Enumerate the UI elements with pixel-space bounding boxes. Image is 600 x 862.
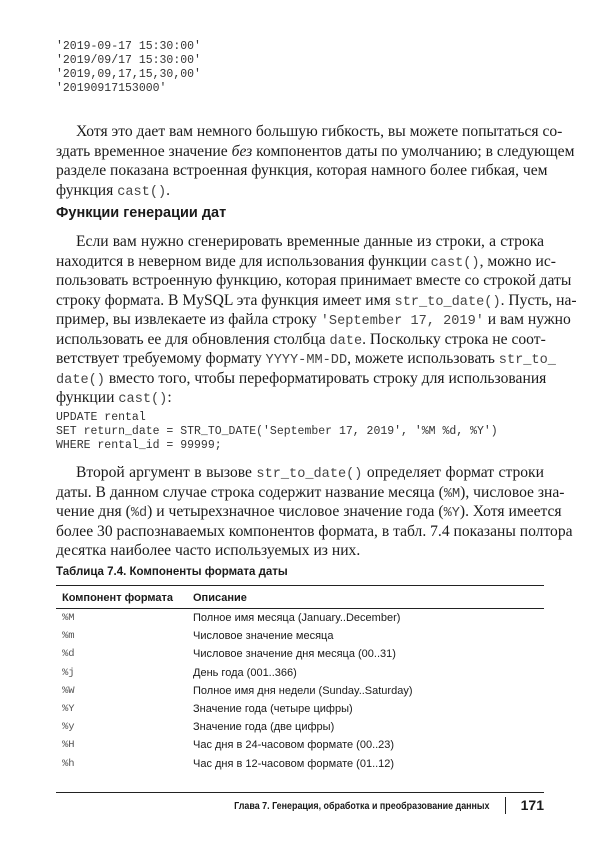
format-specifier: %M — [62, 612, 75, 625]
code-line: WHERE rental_id = 99999; — [56, 439, 222, 452]
format-description: Полное имя месяца (January..December) — [193, 612, 401, 625]
format-specifier: %W — [62, 684, 75, 697]
text-line — [56, 142, 575, 162]
code-line: '2019-09-17 15:30:00' — [56, 40, 201, 53]
table-caption: Таблица 7.4. Компоненты формата даты — [56, 566, 288, 578]
table-row — [56, 682, 544, 700]
text-run: . Поскольку строка не соот- — [362, 330, 546, 348]
column-header-description: Описание — [187, 586, 544, 609]
text-run: чение дня ( — [56, 503, 131, 520]
text-run: пример, вы извлекаете из файла строку — [56, 311, 321, 328]
text-run: даты. В данном случае строка содержит название месяца ( — [56, 483, 444, 501]
table-header-row — [56, 586, 544, 609]
text-line — [56, 310, 571, 330]
text-line — [56, 252, 556, 272]
format-specifier: %m — [62, 630, 75, 643]
format-specifier: %d — [62, 648, 75, 661]
text-line — [56, 369, 547, 389]
text-line — [56, 463, 544, 483]
text-run: , можете использовать — [347, 350, 499, 367]
page-number: 171 — [520, 797, 544, 813]
text-run: . Пусть, на- — [500, 291, 577, 309]
text-run: , можно ис- — [479, 252, 556, 270]
text-run: разделе показана встроенная функция, которая намного более гибкая, чем — [56, 162, 548, 179]
text-line — [56, 522, 573, 542]
text-run: использовать ее для обновления столбца — [56, 330, 330, 348]
inline-code: 'September 17, 2019' — [320, 314, 484, 329]
inline-code: date() — [56, 372, 105, 388]
section-heading: Функции генерации дат — [56, 205, 227, 221]
chapter-title: Глава 7. Генерация, обработка и преобразование данных — [234, 800, 490, 812]
text-run: здать временное значение — [56, 142, 232, 160]
inline-code: %d — [130, 506, 148, 521]
inline-code: cast() — [117, 184, 167, 200]
format-description: День года (001..366) — [193, 666, 297, 679]
table-row — [56, 627, 544, 645]
code-block-update — [56, 411, 544, 453]
format-description: Числовое значение дня месяца (00..31) — [193, 648, 396, 661]
paragraph-flexibility — [56, 122, 575, 200]
code-line: '2019/09/17 15:30:00' — [56, 54, 201, 67]
text-run: ветствует требуемому формату — [56, 350, 266, 367]
text-line — [56, 181, 544, 201]
format-description: Час дня в 24-часовом формате (00..23) — [193, 739, 395, 752]
inline-code: str_to_date() — [394, 294, 501, 310]
text-run: компонентов даты по умолчанию; в следующем — [252, 142, 575, 160]
inline-code: %Y — [443, 506, 460, 521]
text-run: Второй аргумент в вызове — [76, 464, 257, 481]
format-specifier: %y — [62, 721, 75, 734]
text-run: строку формата. В MySQL эта функция имеет имя — [56, 291, 395, 309]
text-line — [56, 271, 572, 291]
code-line: '20190917153000' — [56, 82, 167, 95]
format-specifier: %Y — [62, 703, 75, 716]
paragraph-format-components — [56, 463, 573, 561]
text-run: ), числовое зна- — [460, 483, 565, 501]
footer-rule — [56, 792, 544, 793]
code-line: '2019,09,17,15,30,00' — [56, 68, 201, 81]
text-run: находится в неверном виде для использования функции — [56, 252, 431, 270]
format-table-wrap — [56, 585, 544, 773]
format-description: Значение года (четыре цифры) — [193, 703, 353, 716]
text-run: Если вам нужно сгенерировать временные данные из строки, а строка — [76, 233, 544, 250]
code-block-dates — [56, 40, 544, 96]
format-description: Значение года (две цифры) — [193, 721, 335, 734]
table-row — [56, 645, 544, 663]
text-line — [56, 232, 544, 252]
text-run: более 30 распознаваемых компонентов формата, в табл. 7.4 показаны полтора — [56, 522, 573, 540]
text-line — [56, 483, 565, 503]
inline-code: date — [329, 333, 363, 349]
inline-code: YYYY-MM-DD — [265, 353, 348, 368]
text-line — [56, 291, 577, 311]
paragraph-str-to-date — [56, 232, 577, 408]
inline-code: str_to_date() — [256, 467, 363, 482]
format-components-table — [56, 585, 544, 773]
text-run: функция — [56, 181, 118, 199]
text-line — [56, 502, 562, 522]
format-description: Полное имя дня недели (Sunday..Saturday) — [193, 684, 413, 697]
text-line — [56, 541, 544, 561]
format-specifier: %H — [62, 739, 75, 752]
text-line — [56, 330, 544, 350]
emphasis-text: без — [231, 142, 253, 160]
text-run: десятка наиболее часто используемых из них. — [56, 542, 361, 559]
text-line — [56, 349, 556, 369]
text-run: Хотя это дает вам немного большую гибкость, вы можете попытаться со- — [76, 123, 563, 140]
column-header-component: Компонент формата — [56, 586, 187, 609]
table-row — [56, 718, 544, 736]
text-run: и вам нужно — [483, 311, 571, 328]
inline-code: %M — [443, 486, 461, 502]
format-specifier: %j — [62, 666, 75, 679]
format-description: Числовое значение месяца — [193, 630, 334, 643]
inline-code: cast() — [118, 392, 168, 407]
table-row — [56, 664, 544, 682]
text-line — [56, 388, 544, 408]
text-line — [56, 122, 563, 142]
footer-divider — [505, 797, 506, 814]
text-run: . — [166, 181, 171, 199]
text-run: вместо того, чтобы переформатировать строку для использования — [104, 369, 547, 387]
format-specifier: %h — [62, 757, 75, 770]
format-description: Час дня в 12-часовом формате (01..12) — [193, 757, 395, 770]
text-run: функции — [56, 389, 119, 406]
text-line — [56, 161, 548, 181]
code-line: UPDATE rental — [56, 411, 146, 424]
code-line: SET return_date = STR_TO_DATE('September 17, 2019', '%M %d, %Y') — [56, 425, 498, 438]
table-row — [56, 700, 544, 718]
inline-code: str_to_ — [498, 353, 556, 368]
table-row — [56, 609, 544, 628]
inline-code: cast() — [430, 255, 480, 271]
table-row — [56, 755, 544, 773]
text-run: : — [167, 389, 172, 406]
text-run: определяет формат строки — [362, 464, 544, 481]
page-footer — [56, 797, 544, 815]
table-row — [56, 736, 544, 754]
text-run: ). Хотя имеется — [459, 503, 562, 520]
text-run: ) и четырехзначное числовое значение года ( — [147, 503, 444, 520]
text-run: пользовать встроенную функцию, которая принимает вместе со строкой даты — [56, 272, 572, 289]
